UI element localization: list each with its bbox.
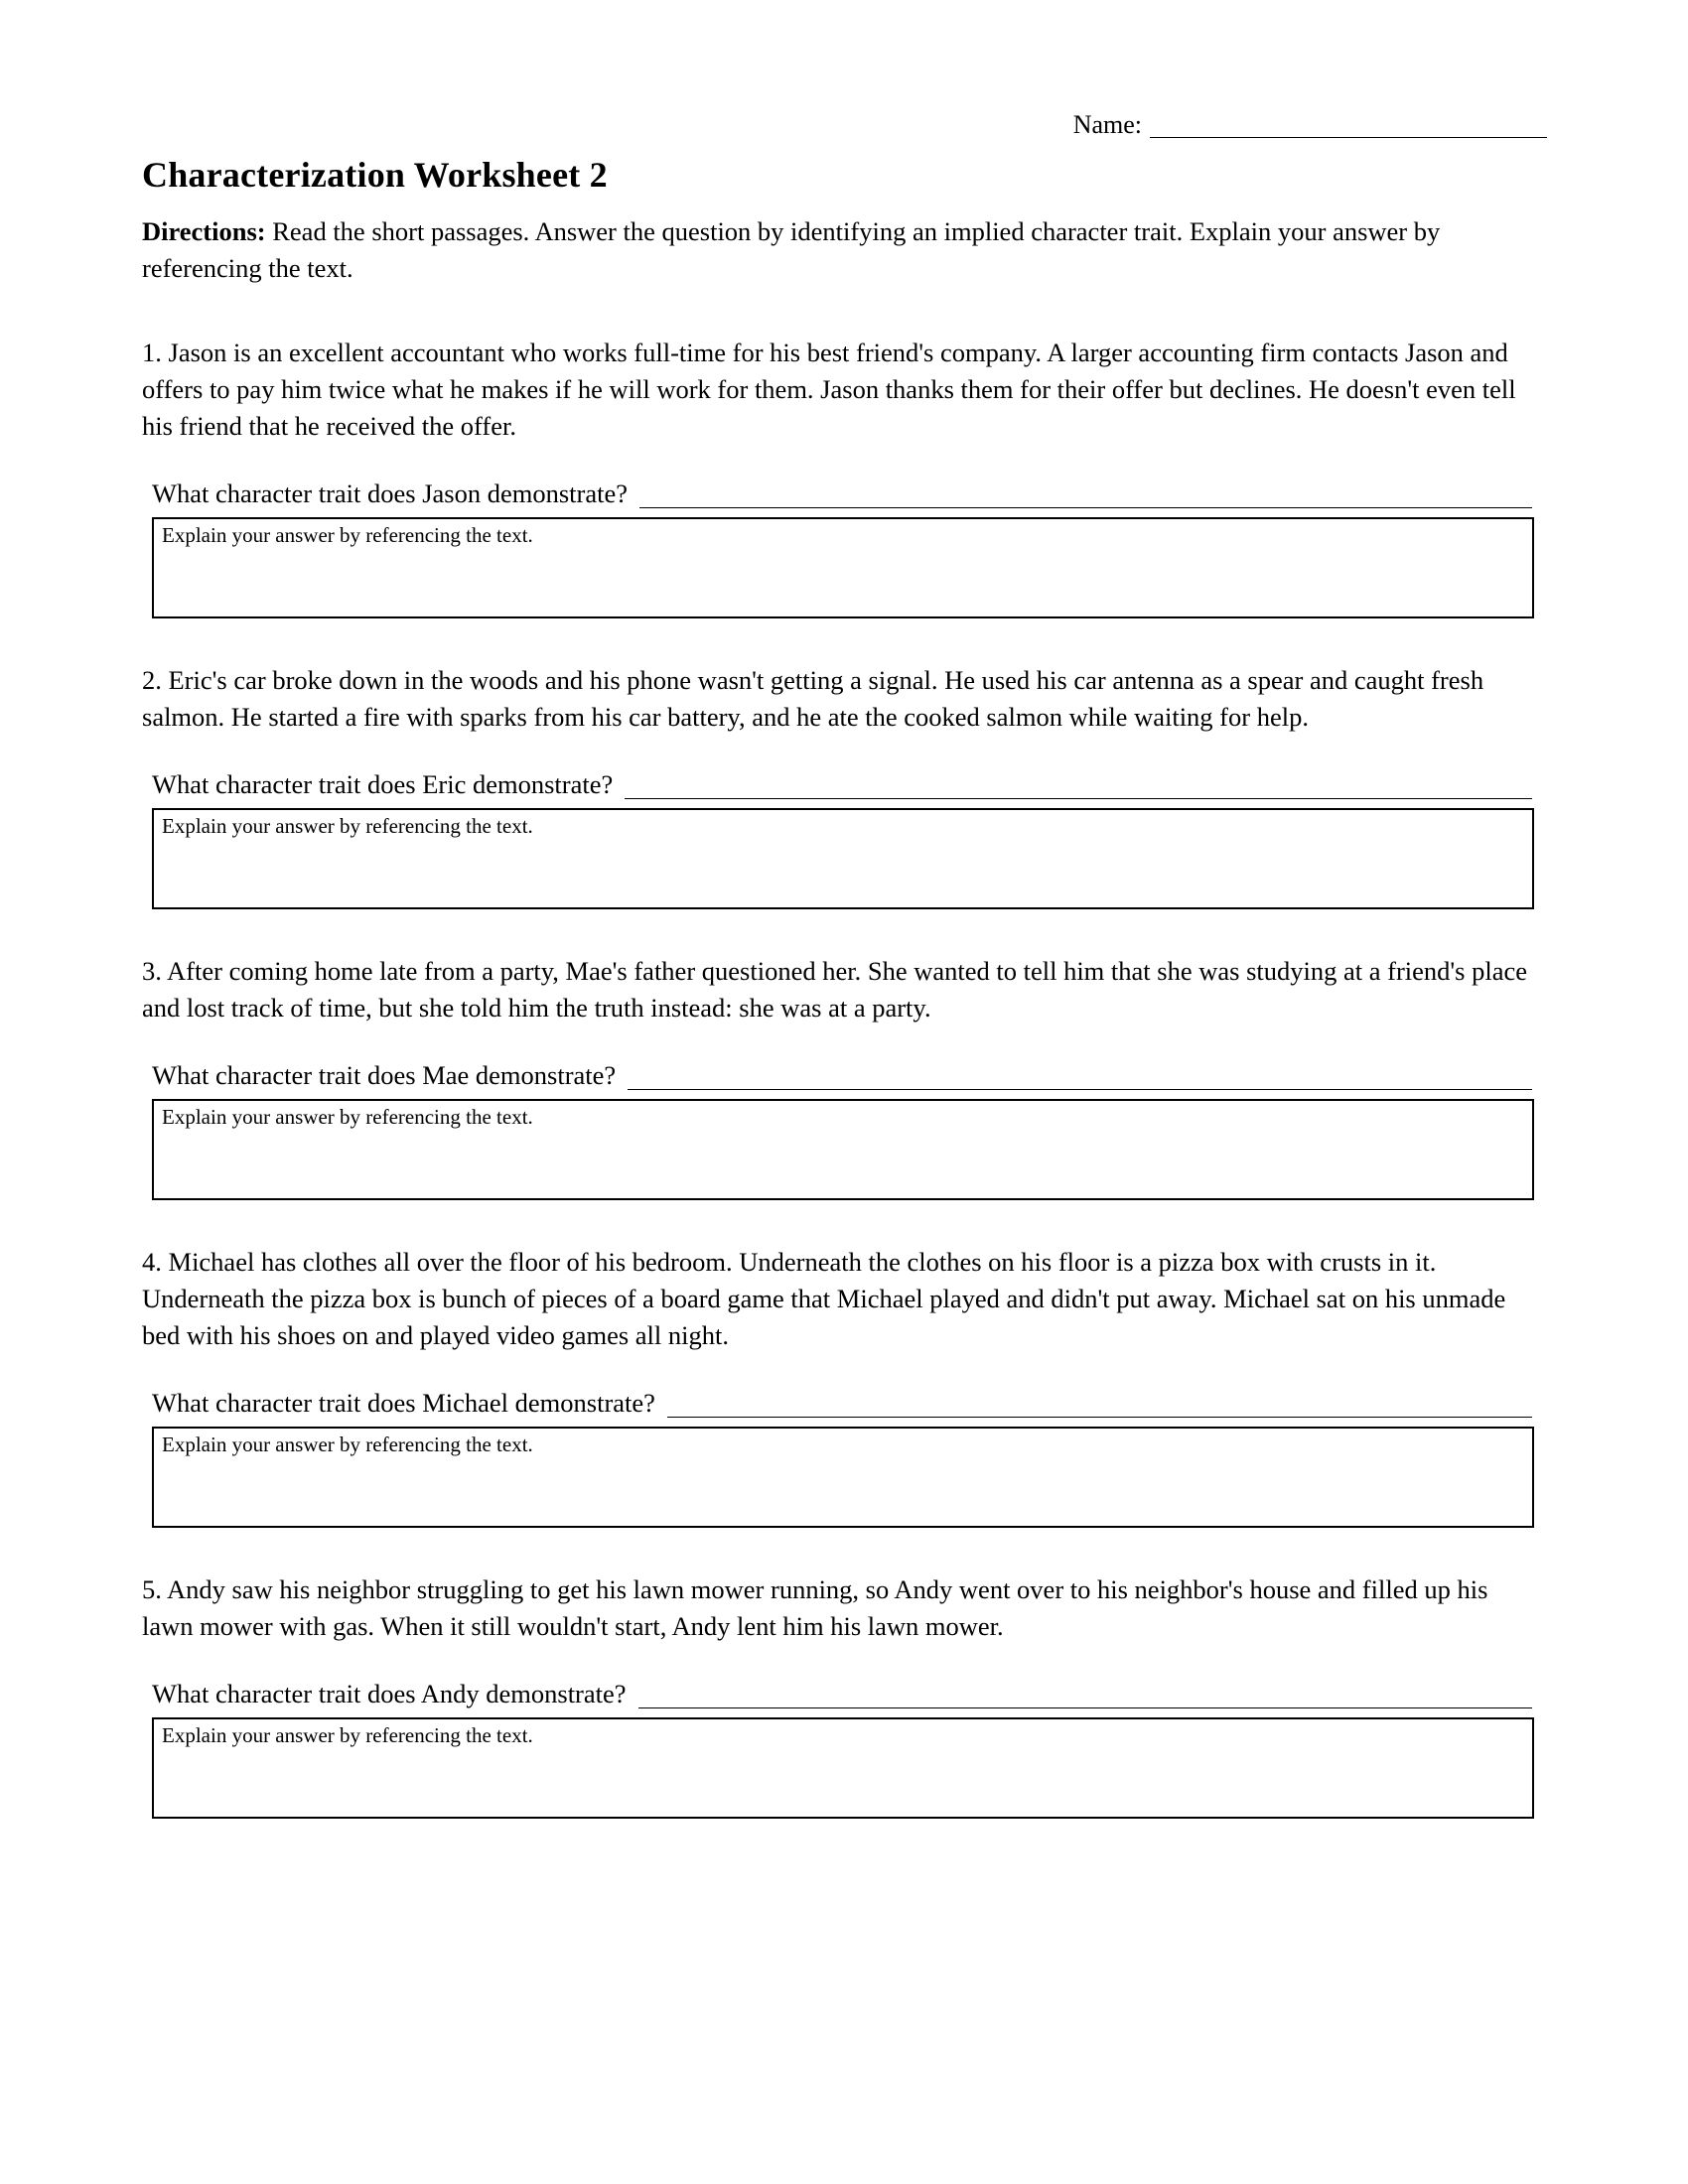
name-field-row — [142, 104, 1547, 138]
question-prompt-1: What character trait does Jason demonstrate? — [152, 478, 628, 508]
directions-label: Directions: — [142, 216, 266, 246]
question-item-2 — [142, 662, 1547, 909]
directions-text: Read the short passages. Answer the question by identifying an implied character trait. Explain your answer by referencing the text. — [142, 216, 1441, 283]
passage-text-4: 4. Michael has clothes all over the floor of his bedroom. Underneath the clothes on his floor is a pizza box with crusts in it. Underneath the pizza box is bunch of pieces of a board game that Michael played and didn't put away. Michael sat on his unmade bed with his shoes on and played video games all night. — [142, 1247, 1506, 1350]
explanation-box-5[interactable] — [152, 1717, 1534, 1819]
directions-paragraph — [142, 213, 1477, 287]
passage-text-5: 5. Andy saw his neighbor struggling to get his lawn mower running, so Andy went over to his neighbor's house and filled up his lawn mower with gas. When it still wouldn't start, Andy lent him his lawn mower. — [142, 1574, 1488, 1641]
explanation-hint-5: Explain your answer by referencing the text. — [162, 1723, 533, 1747]
explanation-hint-1: Explain your answer by referencing the text. — [162, 523, 533, 547]
question-row-5 — [152, 1679, 1532, 1708]
explanation-hint-2: Explain your answer by referencing the text. — [162, 814, 533, 838]
question-row-4 — [152, 1388, 1532, 1418]
name-label: Name: — [1072, 110, 1142, 139]
explanation-box-4[interactable] — [152, 1427, 1534, 1528]
question-item-4 — [142, 1244, 1547, 1528]
question-item-3 — [142, 953, 1547, 1200]
question-item-5 — [142, 1571, 1547, 1819]
answer-line-4[interactable] — [667, 1395, 1532, 1418]
worksheet-content — [142, 104, 1547, 1819]
question-prompt-4: What character trait does Michael demonstrate? — [152, 1388, 655, 1418]
question-item-1 — [142, 335, 1547, 618]
explanation-box-1[interactable] — [152, 517, 1534, 618]
answer-line-2[interactable] — [625, 776, 1532, 799]
question-row-2 — [152, 769, 1532, 799]
explanation-box-2[interactable] — [152, 808, 1534, 909]
passage-text-2: 2. Eric's car broke down in the woods and his phone wasn't getting a signal. He used his car antenna as a spear and caught fresh salmon. He started a fire with sparks from his car battery, and he ate the cooked salmon while waiting for help. — [142, 665, 1484, 732]
question-prompt-3: What character trait does Mae demonstrate? — [152, 1060, 617, 1090]
explanation-hint-3: Explain your answer by referencing the text. — [162, 1105, 533, 1129]
answer-line-5[interactable] — [638, 1686, 1532, 1708]
question-row-3 — [152, 1060, 1532, 1090]
answer-line-3[interactable] — [628, 1067, 1532, 1090]
explanation-hint-4: Explain your answer by referencing the text. — [162, 1433, 533, 1456]
answer-line-1[interactable] — [639, 485, 1532, 508]
name-input-line[interactable] — [1150, 117, 1547, 138]
explanation-box-3[interactable] — [152, 1099, 1534, 1200]
question-prompt-2: What character trait does Eric demonstrate? — [152, 769, 614, 799]
question-prompt-5: What character trait does Andy demonstrate? — [152, 1679, 627, 1708]
passage-text-3: 3. After coming home late from a party, Mae's father questioned her. She wanted to tell him that she was studying at a friend's place and lost track of time, but she told him the truth instead: she was at a party. — [142, 956, 1528, 1023]
page-title: Characterization Worksheet 2 — [142, 155, 608, 195]
passage-text-1: 1. Jason is an excellent accountant who works full-time for his best friend's company. A larger accounting firm contacts Jason and offers to pay him twice what he makes if he will work for them. Jason thanks them for their offer but declines. He doesn't even tell his friend that he received the offer. — [142, 338, 1516, 441]
question-row-1 — [152, 478, 1532, 508]
